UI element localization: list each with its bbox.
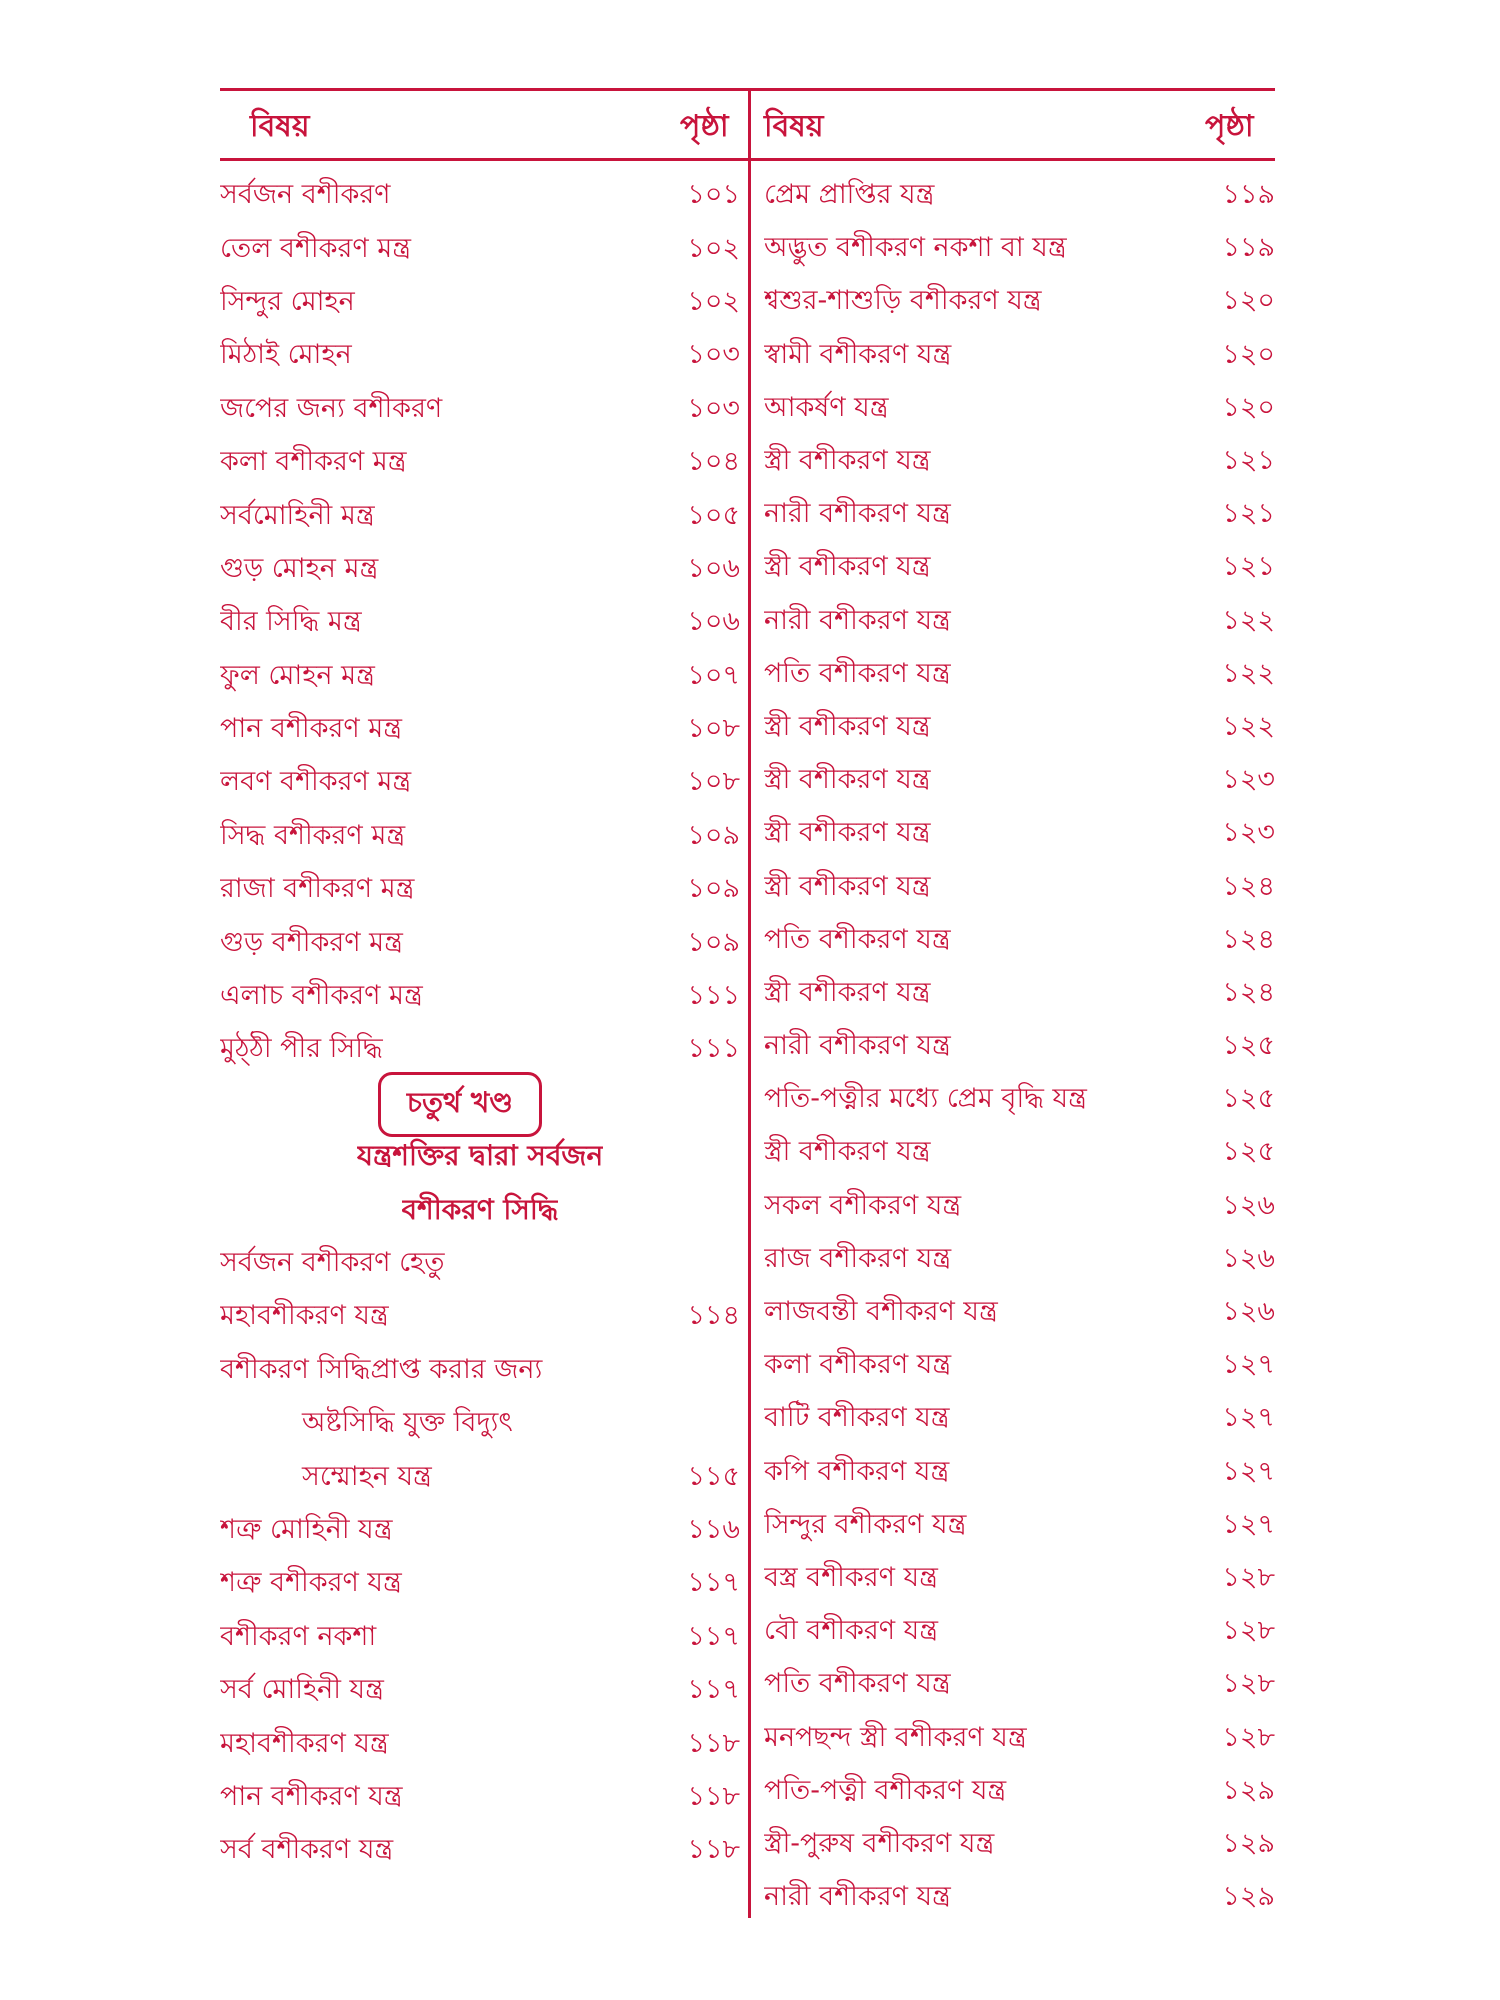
toc-entry-title: মিঠাই মোহন bbox=[220, 339, 352, 371]
toc-entry-title: বস্ত্র বশীকরণ যন্ত্র bbox=[764, 1561, 938, 1593]
toc-entry-page: ১১৮ bbox=[687, 1834, 740, 1866]
toc-entry-title: শত্রু মোহিনী যন্ত্র bbox=[220, 1513, 393, 1545]
toc-entry-title: বৌ বশীকরণ যন্ত্র bbox=[764, 1615, 938, 1647]
toc-entry-page: ১০৩ bbox=[687, 392, 740, 424]
toc-entry-page: ১২৪ bbox=[1222, 923, 1275, 955]
toc-entry bbox=[220, 330, 740, 383]
toc-entry bbox=[764, 702, 1275, 755]
toc-entry bbox=[220, 1612, 740, 1665]
toc-entry bbox=[764, 489, 1275, 542]
left-page-header: পৃষ্ঠা bbox=[680, 109, 729, 144]
toc-entry-title: পতি-পত্নী বশীকরণ যন্ত্র bbox=[764, 1774, 1007, 1806]
toc-entry-page: ১২৯ bbox=[1222, 1774, 1275, 1806]
toc-entry bbox=[764, 1606, 1275, 1659]
toc-entry-title: স্ত্রী বশীকরণ যন্ত্র bbox=[764, 1136, 931, 1168]
section-heading bbox=[220, 1078, 740, 1131]
toc-entry bbox=[220, 1718, 740, 1771]
toc-entry-title: নারী বশীকরণ যন্ত্র bbox=[764, 1881, 951, 1913]
toc-entry-page: ১০৬ bbox=[687, 606, 740, 638]
toc-entry-page: ১২৫ bbox=[1222, 1136, 1275, 1168]
toc-entry bbox=[220, 490, 740, 543]
toc-entry bbox=[764, 1819, 1275, 1872]
toc-entry-title: পান বশীকরণ যন্ত্র bbox=[220, 1780, 403, 1812]
right-subject-header: বিষয় bbox=[764, 109, 824, 144]
toc-entry-title: সিদ্ধ বশীকরণ মন্ত্র bbox=[220, 819, 406, 851]
toc-entry-title: মহাবশীকরণ যন্ত্র bbox=[220, 1300, 389, 1332]
toc-entry-page: ১০১ bbox=[687, 179, 740, 211]
toc-entry bbox=[764, 596, 1275, 649]
toc-entry-title: স্বামী বশীকরণ যন্ত্র bbox=[764, 338, 952, 370]
toc-entry bbox=[220, 704, 740, 757]
toc-entry-page: ১১৭ bbox=[687, 1620, 740, 1652]
toc-entry-page: ১২৬ bbox=[1222, 1296, 1275, 1328]
toc-entry-page: ১০৯ bbox=[687, 819, 740, 851]
toc-entry-page: ১১৮ bbox=[687, 1727, 740, 1759]
toc-entry-page: ১০৮ bbox=[687, 713, 740, 745]
toc-entry-title: মহাবশীকরণ যন্ত্র bbox=[220, 1727, 389, 1759]
toc-entry bbox=[220, 437, 740, 490]
toc-entry-page: ১১১ bbox=[687, 1033, 740, 1065]
toc-entry-title: স্ত্রী বশীকরণ যন্ত্র bbox=[764, 551, 931, 583]
toc-entry-title: শত্রু বশীকরণ যন্ত্র bbox=[220, 1567, 402, 1599]
toc-entry-page: ১২৮ bbox=[1222, 1721, 1275, 1753]
toc-entry bbox=[764, 1447, 1275, 1500]
toc-entry bbox=[764, 1234, 1275, 1287]
toc-entry-page: ১২১ bbox=[1222, 445, 1275, 477]
toc-entry bbox=[764, 1500, 1275, 1553]
toc-entry-title: জপের জন্য বশীকরণ bbox=[220, 392, 443, 424]
section-subtitle bbox=[220, 1131, 740, 1184]
toc-entry-title: স্ত্রী বশীকরণ যন্ত্র bbox=[764, 764, 931, 796]
toc-entry-page: ১০৭ bbox=[687, 659, 740, 691]
toc-entry-page: ১২০ bbox=[1222, 285, 1275, 317]
toc-entry bbox=[764, 542, 1275, 595]
toc-entry-page: ১২৪ bbox=[1222, 870, 1275, 902]
toc-entry bbox=[764, 1021, 1275, 1074]
toc-entry bbox=[220, 223, 740, 276]
toc-entry bbox=[220, 1665, 740, 1718]
toc-entry bbox=[220, 1291, 740, 1344]
toc-entry-page: ১২২ bbox=[1222, 604, 1275, 636]
toc-entry-page: ১১৭ bbox=[687, 1674, 740, 1706]
toc-entry bbox=[220, 651, 740, 704]
table-of-contents bbox=[220, 88, 1275, 1918]
toc-entry-page: ১০২ bbox=[687, 232, 740, 264]
toc-entry-title: সিন্দুর বশীকরণ যন্ত্র bbox=[764, 1508, 967, 1540]
toc-entry-title: তেল বশীকরণ মন্ত্র bbox=[220, 232, 412, 264]
toc-entry-title: রাজা বশীকরণ মন্ত্র bbox=[220, 873, 415, 905]
toc-entry-page: ১২৮ bbox=[1222, 1561, 1275, 1593]
toc-entry-page: ১০২ bbox=[687, 285, 740, 317]
toc-entry-title: কপি বশীকরণ যন্ত্র bbox=[764, 1455, 950, 1487]
toc-entry-title: পতি বশীকরণ যন্ত্র bbox=[764, 1668, 951, 1700]
toc-entry bbox=[764, 170, 1275, 223]
toc-entry-page: ১২৯ bbox=[1222, 1881, 1275, 1913]
toc-entry-title: এলাচ বশীকরণ মন্ত্র bbox=[220, 980, 423, 1012]
toc-entry bbox=[764, 223, 1275, 276]
toc-entry-title: কলা বশীকরণ যন্ত্র bbox=[764, 1349, 952, 1381]
toc-entry-title: সর্ব বশীকরণ যন্ত্র bbox=[220, 1834, 394, 1866]
toc-entry-page: ১১৭ bbox=[687, 1567, 740, 1599]
toc-entry-page: ১০৮ bbox=[687, 766, 740, 798]
toc-entry-title: গুড় মোহন মন্ত্র bbox=[220, 552, 379, 584]
toc-entry-title: বাটি বশীকরণ যন্ত্র bbox=[764, 1402, 950, 1434]
toc-entry bbox=[764, 1074, 1275, 1127]
toc-entry bbox=[764, 1340, 1275, 1393]
toc-entry-title: সকল বশীকরণ যন্ত্র bbox=[764, 1189, 962, 1221]
toc-entry-page: ১১৮ bbox=[687, 1780, 740, 1812]
toc-entry bbox=[220, 1558, 740, 1611]
toc-entry-page: ১০৬ bbox=[687, 552, 740, 584]
toc-entry-page: ১২০ bbox=[1222, 391, 1275, 423]
toc-entry-page: ১১৫ bbox=[687, 1460, 740, 1492]
toc-entry bbox=[220, 1398, 740, 1451]
toc-entry bbox=[764, 808, 1275, 861]
toc-entry bbox=[764, 915, 1275, 968]
toc-entry-page: ১২৭ bbox=[1222, 1508, 1275, 1540]
toc-entry bbox=[764, 968, 1275, 1021]
toc-entry-title: অদ্ভুত বশীকরণ নকশা বা যন্ত্র bbox=[764, 232, 1067, 264]
toc-entry-title: পান বশীকরণ মন্ত্র bbox=[220, 713, 402, 745]
toc-entry-page: ১২৩ bbox=[1222, 764, 1275, 796]
toc-entry-page: ১০৪ bbox=[687, 446, 740, 478]
toc-entry bbox=[220, 864, 740, 917]
toc-entry-title: সর্বজন বশীকরণ bbox=[220, 179, 391, 211]
toc-entry-title: বশীকরণ নকশা bbox=[220, 1620, 377, 1652]
toc-entry-title: পতি বশীকরণ যন্ত্র bbox=[764, 657, 951, 689]
toc-entry-title: নারী বশীকরণ যন্ত্র bbox=[764, 604, 951, 636]
toc-entry-title: স্ত্রী-পুরুষ বশীকরণ যন্ত্র bbox=[764, 1827, 995, 1859]
section-heading-box: চতুর্থ খণ্ড bbox=[378, 1072, 542, 1137]
toc-entry-page: ১২৯ bbox=[1222, 1827, 1275, 1859]
toc-entry bbox=[764, 1181, 1275, 1234]
toc-entry-page: ১১৯ bbox=[1222, 232, 1275, 264]
toc-entry-page: ১০৯ bbox=[687, 926, 740, 958]
toc-entry-page: ১২৭ bbox=[1222, 1349, 1275, 1381]
toc-entry-title: বশীকরণ সিদ্ধিপ্রাপ্ত করার জন্য bbox=[220, 1353, 543, 1385]
toc-entry bbox=[764, 1712, 1275, 1765]
column-divider bbox=[748, 88, 751, 1918]
section-subtitle-text: বশীকরণ সিদ্ধি bbox=[401, 1192, 559, 1226]
toc-entry-page: ১১৬ bbox=[687, 1513, 740, 1545]
toc-entry bbox=[764, 1553, 1275, 1606]
toc-entry-title: আকর্ষণ যন্ত্র bbox=[764, 391, 889, 423]
toc-entry-page: ১২৩ bbox=[1222, 817, 1275, 849]
toc-entry bbox=[764, 1393, 1275, 1446]
toc-entry-page: ১২৭ bbox=[1222, 1402, 1275, 1434]
toc-entry bbox=[764, 649, 1275, 702]
toc-entry-title: গুড় বশীকরণ মন্ত্র bbox=[220, 926, 403, 958]
toc-entry-page: ১০৩ bbox=[687, 339, 740, 371]
toc-entry-title: স্ত্রী বশীকরণ যন্ত্র bbox=[764, 710, 931, 742]
toc-entry-title: রাজ বশীকরণ যন্ত্র bbox=[764, 1242, 952, 1274]
toc-entry-page: ১২৭ bbox=[1222, 1455, 1275, 1487]
toc-entry-title: সর্বজন বশীকরণ হেতু bbox=[220, 1247, 445, 1278]
left-column bbox=[220, 170, 740, 1879]
toc-entry-page: ১২৬ bbox=[1222, 1189, 1275, 1221]
toc-entry-title: সম্মোহন যন্ত্র bbox=[302, 1460, 432, 1492]
toc-entry-page: ১২৮ bbox=[1222, 1615, 1275, 1647]
toc-entry-title: লাজবন্তী বশীকরণ যন্ত্র bbox=[764, 1296, 998, 1328]
toc-entry bbox=[220, 1345, 740, 1398]
toc-entry bbox=[764, 1127, 1275, 1180]
toc-entry bbox=[220, 1825, 740, 1878]
toc-entry bbox=[764, 1659, 1275, 1712]
toc-entry bbox=[220, 917, 740, 970]
toc-entry-title: ফুল মোহন মন্ত্র bbox=[220, 659, 375, 691]
toc-entry bbox=[220, 170, 740, 223]
toc-entry-page: ১২০ bbox=[1222, 338, 1275, 370]
toc-entry bbox=[220, 811, 740, 864]
toc-entry-title: বীর সিদ্ধি মন্ত্র bbox=[220, 606, 362, 638]
toc-entry bbox=[764, 330, 1275, 383]
section-subtitle bbox=[220, 1184, 740, 1237]
toc-entry-page: ১২৮ bbox=[1222, 1668, 1275, 1700]
toc-entry-title: পতি বশীকরণ যন্ত্র bbox=[764, 923, 951, 955]
toc-entry-page: ১১৯ bbox=[1222, 179, 1275, 211]
toc-entry-page: ১২৪ bbox=[1222, 976, 1275, 1008]
toc-entry-page: ১২২ bbox=[1222, 710, 1275, 742]
toc-entry-page: ১০৯ bbox=[687, 873, 740, 905]
section-subtitle-text: যন্ত্রশক্তির দ্বারা সর্বজন bbox=[356, 1139, 604, 1173]
toc-entry-page: ১১১ bbox=[687, 980, 740, 1012]
toc-entry bbox=[764, 1287, 1275, 1340]
toc-entry-title: নারী বশীকরণ যন্ত্র bbox=[764, 498, 951, 530]
toc-entry bbox=[764, 755, 1275, 808]
right-column bbox=[764, 170, 1275, 1925]
toc-entry bbox=[220, 1238, 740, 1291]
toc-entry bbox=[764, 276, 1275, 329]
toc-entry-page: ১২১ bbox=[1222, 551, 1275, 583]
toc-entry bbox=[220, 597, 740, 650]
toc-entry bbox=[220, 1505, 740, 1558]
toc-entry bbox=[764, 1872, 1275, 1925]
toc-entry bbox=[220, 277, 740, 330]
toc-entry-page: ১২৫ bbox=[1222, 1083, 1275, 1115]
toc-entry-page: ১২৫ bbox=[1222, 1030, 1275, 1062]
toc-entry-title: সিন্দুর মোহন bbox=[220, 285, 355, 317]
toc-entry-title: শ্বশুর-শাশুড়ি বশীকরণ যন্ত্র bbox=[764, 285, 1042, 317]
toc-entry-title: স্ত্রী বশীকরণ যন্ত্র bbox=[764, 817, 931, 849]
toc-entry bbox=[764, 1766, 1275, 1819]
toc-entry bbox=[220, 971, 740, 1024]
toc-entry-page: ১২৬ bbox=[1222, 1242, 1275, 1274]
toc-entry-title: সর্ব মোহিনী যন্ত্র bbox=[220, 1674, 384, 1706]
right-page-header: পৃষ্ঠা bbox=[1205, 109, 1254, 144]
toc-entry bbox=[220, 384, 740, 437]
toc-entry-page: ১২১ bbox=[1222, 498, 1275, 530]
toc-entry-title: লবণ বশীকরণ মন্ত্র bbox=[220, 766, 412, 798]
toc-entry-page: ১২২ bbox=[1222, 657, 1275, 689]
toc-entry bbox=[220, 1024, 740, 1077]
toc-entry-title: পতি-পত্নীর মধ্যে প্রেম বৃদ্ধি যন্ত্র bbox=[764, 1083, 1087, 1115]
toc-entry-title: মনপছন্দ স্ত্রী বশীকরণ যন্ত্র bbox=[764, 1721, 1027, 1753]
toc-entry-title: স্ত্রী বশীকরণ যন্ত্র bbox=[764, 870, 931, 902]
toc-entry bbox=[764, 861, 1275, 914]
toc-entry-title: মুঠ্‌ঠী পীর সিদ্ধি bbox=[220, 1033, 383, 1065]
toc-entry-title: নারী বশীকরণ যন্ত্র bbox=[764, 1030, 951, 1062]
toc-entry-page: ১০৫ bbox=[687, 499, 740, 531]
toc-entry bbox=[220, 544, 740, 597]
toc-entry bbox=[220, 1772, 740, 1825]
toc-entry-title: প্রেম প্রাপ্তির যন্ত্র bbox=[764, 179, 935, 211]
toc-entry-title: অষ্টসিদ্ধি যুক্ত বিদ্যুৎ bbox=[302, 1407, 513, 1439]
toc-entry bbox=[764, 436, 1275, 489]
toc-entry-title: কলা বশীকরণ মন্ত্র bbox=[220, 446, 407, 478]
left-subject-header: বিষয় bbox=[250, 109, 310, 144]
toc-entry bbox=[220, 757, 740, 810]
toc-entry-page: ১১৪ bbox=[687, 1300, 740, 1332]
toc-entry bbox=[764, 383, 1275, 436]
toc-entry bbox=[220, 1451, 740, 1504]
toc-entry-title: স্ত্রী বশীকরণ যন্ত্র bbox=[764, 445, 931, 477]
toc-entry-title: স্ত্রী বশীকরণ যন্ত্র bbox=[764, 976, 931, 1008]
toc-entry-title: সর্বমোহিনী মন্ত্র bbox=[220, 499, 375, 531]
